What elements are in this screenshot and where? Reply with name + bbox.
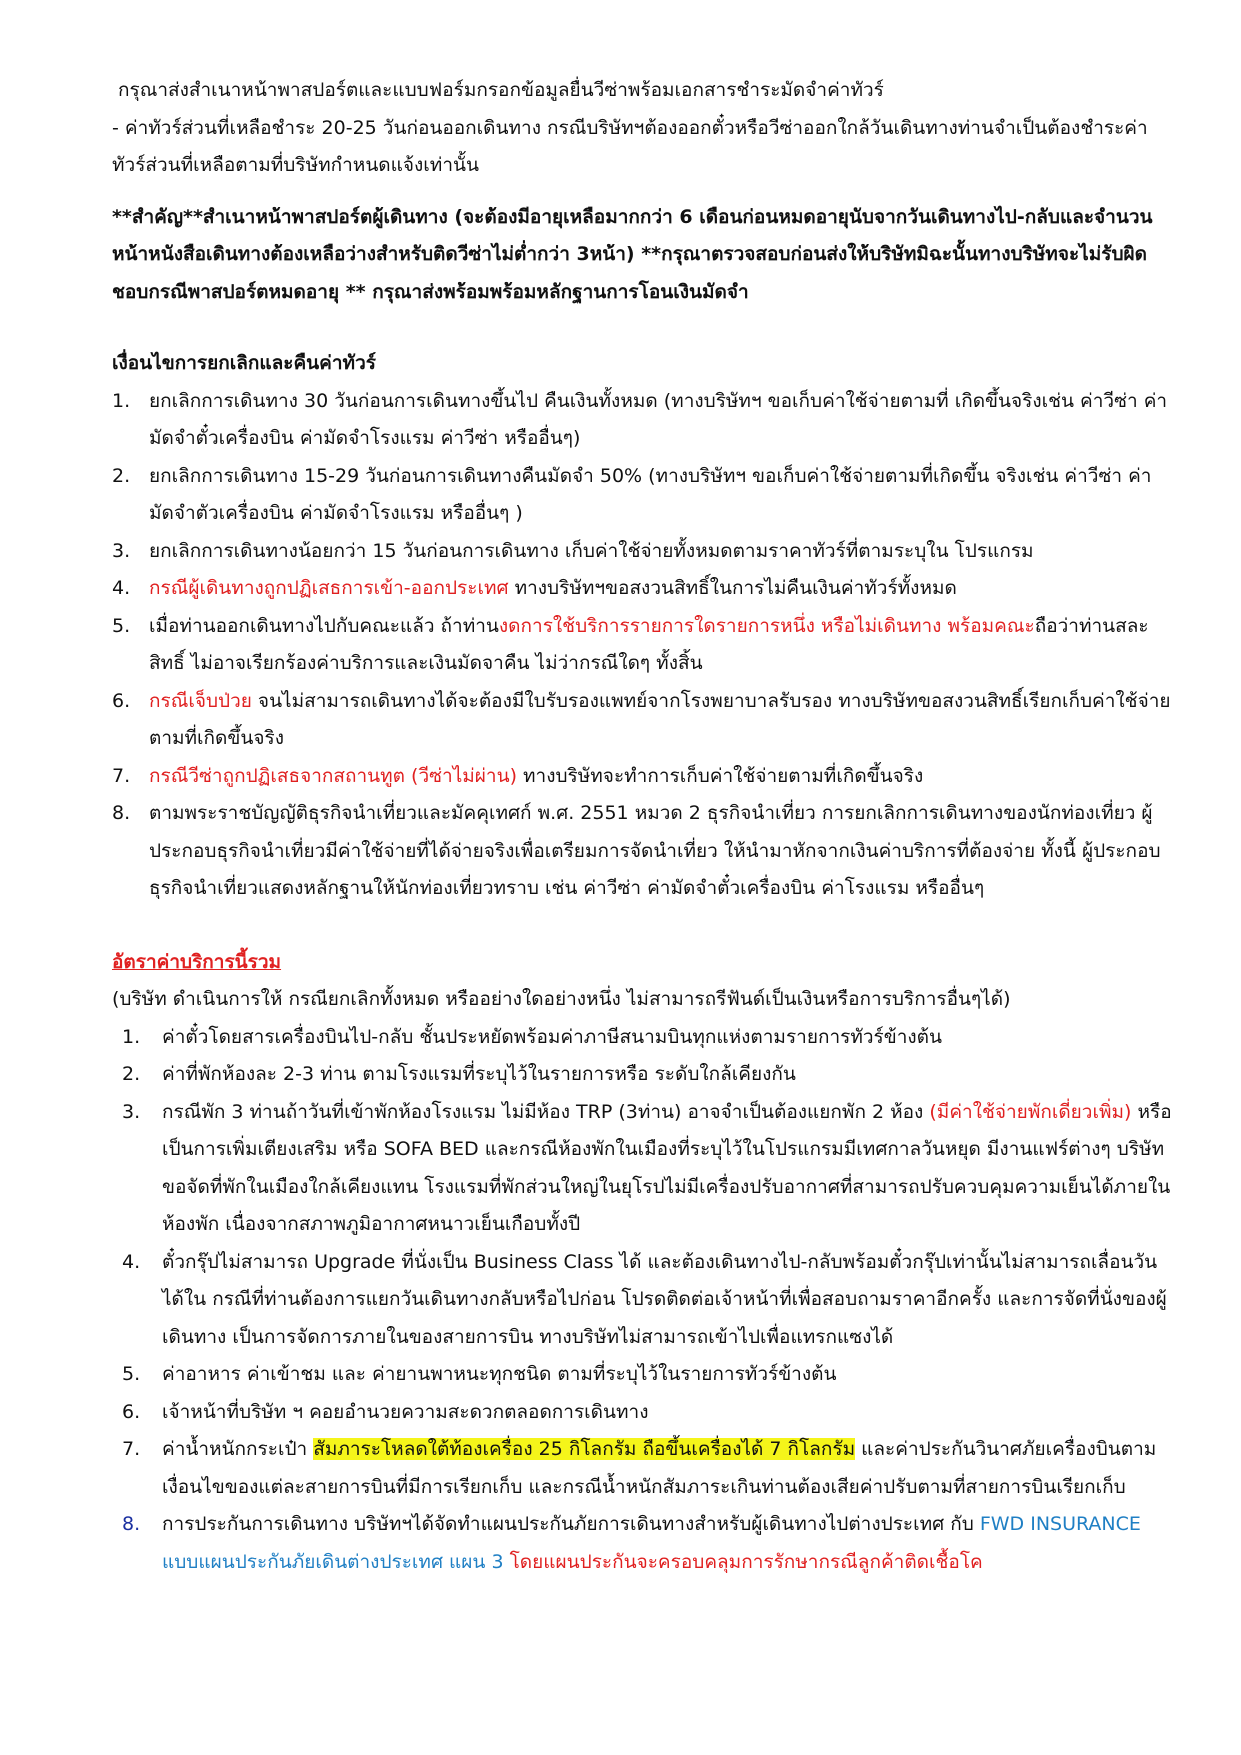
cancel-section-title: เงื่อนไขการยกเลิกและคืนค่าทัวร์ bbox=[112, 352, 376, 374]
rates-section-title: อัตราค่าบริการนี้รวม bbox=[112, 950, 282, 973]
cancel-item-2: 2. ยกเลิกการเดินทาง 15-29 วันก่อนการเดินทางคืนมัดจำ 50% (ทางบริษัทฯ ขอเก็บค่าใช้จ่ายตามที่เกิดขึ้น จริงเช่น ค่าวีซ่า ค่ามัดจำตัวเครื่องบิน ค่ามัดจำโรงแรม หรืออื่นๆ ) bbox=[112, 464, 1152, 524]
rates-item-8: 8. การประกันการเดินทาง บริษัทฯได้จัดทำแผนประกันภัยการเดินทางสำหรับผู้เดินทางไปต่างประเทศ กับ FWD INSURANCE แบบแผนประกันภัยเดินต่างประเทศ แผน 3 โดยแผนประกันจะครอบคลุมการรักษากรณีลูกค้าติดเชื้อโค bbox=[122, 1513, 1141, 1573]
intro-line-1: กรุณาส่งสำเนาหน้าพาสปอร์ตและแบบฟอร์มกรอกข้อมูลยื่นวีซ่าพร้อมเอกสารชำระมัดจำค่าทัวร์ bbox=[118, 79, 884, 101]
rates-note: (บริษัท ดำเนินการให้ กรณียกเลิกทั้งหมด หรืออย่างใดอย่างหนึ่ง ไม่สามารถรีฟันด์เป็นเงินหรือการบริการอื่นๆได้) bbox=[112, 988, 1011, 1010]
cancel-item-1: 1. ยกเลิกการเดินทาง 30 วันก่อนการเดินทางขึ้นไป คืนเงินทั้งหมด (ทางบริษัทฯ ขอเก็บค่าใช้จ่ายตามที่ เกิดขึ้นจริงเช่น ค่าวีซ่า ค่ามัดจำตั๋วเครื่องบิน ค่ามัดจำโรงแรม ค่าวีซ่า หรืออื่นๆ) bbox=[112, 389, 1168, 449]
baggage-highlight: สัมภาระโหลดใต้ท้องเครื่อง 25 กิโลกรัม ถือขึ้นเครื่องได้ 7 กิโลกรัม bbox=[313, 1438, 856, 1460]
important-notice: **สำคัญ**สำเนาหน้าพาสปอร์ตผู้เดินทาง (จะต้องมีอายุเหลือมากกว่า 6 เดือนก่อนหมดอายุนับจากวันเดินทางไป-กลับและจำนวนหน้าหนังสือเดินทางต้องเหลือว่างสำหรับติดวีซ่าไม่ต่ำกว่า 3หน้า) **กรุณาตรวจสอบก่อนส่งให้บริษัทมิฉะนั้นทางบริษัทจะไม่รับผิดชอบกรณีพาสปอร์ตหมดอายุ ** กรุณาส่งพร้อมพร้อมหลักฐานการโอนเงินมัดจำ bbox=[112, 205, 1153, 303]
rates-item-3: 3. กรณีพัก 3 ท่านถ้าวันที่เข้าพักห้องโรงแรม ไม่มีห้อง TRP (3ท่าน) อาจจำเป็นต้องแยกพัก 2 ห้อง (มีค่าใช้จ่ายพักเดี่ยวเพิ่ม) หรือเป็นการเพิ่มเตียงเสริม หรือ SOFA BED และกรณีห้องพักในเมืองที่ระบุไว้ในโปรแกรมมีเทศกาลวันหยุด มีงานแฟร์ต่างๆ บริษัทขอจัดที่พักในเมืองใกล้เคียงแทน โรงแรมที่พักส่วนใหญ่ในยุโรปไม่มีเครื่องปรับอากาศที่สามารถปรับควบคุมความเย็นได้ภายในห้องพัก เนื่องจากสภาพภูมิอากาศหนาวเย็นเกือบทั้งปี bbox=[122, 1100, 1172, 1235]
rates-item-7: 7. ค่าน้ำหนักกระเป๋า สัมภาระโหลดใต้ท้องเครื่อง 25 กิโลกรัม ถือขึ้นเครื่องได้ 7 กิโลกรัม และค่าประกันวินาศภัยเครื่องบินตามเงื่อนไขของแต่ละสายการบินที่มีการเรียกเก็บ และกรณีน้ำหนักสัมภาระเกินท่านต้องเสียค่าปรับตามที่สายการบินเรียกเก็บ bbox=[122, 1438, 1157, 1498]
rates-item-2: 2. ค่าที่พักห้องละ 2-3 ท่าน ตามโรงแรมที่ระบุไว้ในรายการหรือ ระดับใกล้เคียงกัน bbox=[122, 1063, 796, 1085]
rates-item-1: 1. ค่าตั๋วโดยสารเครื่องบินไป-กลับ ชั้นประหยัดพร้อมค่าภาษีสนามบินทุกแห่งตามรายการทัวร์ข้างต้น bbox=[122, 1025, 942, 1048]
rates-item-5: 5. ค่าอาหาร ค่าเข้าชม และ ค่ายานพาหนะทุกชนิด ตามที่ระบุไว้ในรายการทัวร์ข้างต้น bbox=[122, 1363, 837, 1385]
rates-item-6: 6. เจ้าหน้าที่บริษัท ฯ คอยอำนวยความสะดวกตลอดการเดินทาง bbox=[122, 1400, 649, 1423]
cancel-item-3: 3. ยกเลิกการเดินทางน้อยกว่า 15 วันก่อนการเดินทาง เก็บค่าใช้จ่ายทั้งหมดตามราคาทัวร์ที่ตามระบุใน โปรแกรม bbox=[112, 539, 1034, 562]
cancel-item-8: 8. ตามพระราชบัญญัติธุรกิจนำเที่ยวและมัคคุเทศก์ พ.ศ. 2551 หมวด 2 ธุรกิจนำเที่ยว การยกเลิกการเดินทางของนักท่องเที่ยว ผู้ประกอบธุรกิจนำเที่ยวมีค่าใช้จ่ายที่ได้จ่ายจริงเพื่อเตรียมการจัดนำเที่ยว ให้นำมาหักจากเงินค่าบริการที่ต้องจ่าย ทั้งนี้ ผู้ประกอบธุรกิจนำเที่ยวแสดงหลักฐานให้นักท่องเที่ยวทราบ เช่น ค่าวีซ่า ค่ามัดจำตั๋วเครื่องบิน ค่าโรงแรม หรืออื่นๆ bbox=[112, 802, 1161, 899]
cancel-item-7: 7. กรณีวีซ่าถูกปฏิเสธจากสถานทูต (วีซ่าไม่ผ่าน) ทางบริษัทจะทำการเก็บค่าใช้จ่ายตามที่เกิดขึ้นจริง bbox=[112, 764, 924, 787]
cancel-item-4: 4. กรณีผู้เดินทางถูกปฏิเสธการเข้า-ออกประเทศ ทางบริษัทฯขอสงวนสิทธิ์ในการไม่คืนเงินค่าทัวร์ทั้งหมด bbox=[112, 577, 957, 599]
rates-item-4: 4. ตั๋วกรุ๊ปไม่สามารถ Upgrade ที่นั่งเป็น Business Class ได้ และต้องเดินทางไป-กลับพร้อมตั๋วกรุ๊ปเท่านั้นไม่สามารถเลื่อนวันได้ใน กรณีที่ท่านต้องการแยกวันเดินทางกลับหรือไปก่อน โปรดติดต่อเจ้าหน้าที่เพื่อสอบถามราคาอีกครั้ง และการจัดที่นั่งของผู้เดินทาง เป็นการจัดการภายในของสายการบิน ทางบริษัทไม่สามารถเข้าไปเพื่อแทรกแซงได้ bbox=[122, 1250, 1167, 1348]
rates-list bbox=[112, 1019, 1172, 1582]
cancel-list bbox=[112, 383, 1172, 908]
cancel-item-5: 5. เมื่อท่านออกเดินทางไปกับคณะแล้ว ถ้าท่านงดการใช้บริการรายการใดรายการหนึ่ง หรือไม่เดินทาง พร้อมคณะถือว่าท่านสละสิทธิ์ ไม่อาจเรียกร้องค่าบริการและเงินมัดจาคืน ไม่ว่ากรณีใดๆ ทั้งสิ้น bbox=[112, 614, 1149, 674]
cancel-item-6: 6. กรณีเจ็บป่วย จนไม่สามารถเดินทางได้จะต้องมีใบรับรองแพทย์จากโรงพยาบาลรับรอง ทางบริษัทขอสงวนสิทธิ์เรียกเก็บค่าใช้จ่ายตามที่เกิดขึ้นจริง bbox=[112, 689, 1171, 749]
intro-line-2: - ค่าทัวร์ส่วนที่เหลือชำระ 20-25 วันก่อนออกเดินทาง กรณีบริษัทฯต้องออกตั๋วหรือวีซ่าออกใกล้วันเดินทางท่านจำเป็นต้องชำระค่าทัวร์ส่วนที่เหลือตามที่บริษัทกำหนดแจ้งเท่านั้น bbox=[112, 116, 1148, 176]
document-page bbox=[112, 72, 1172, 1581]
